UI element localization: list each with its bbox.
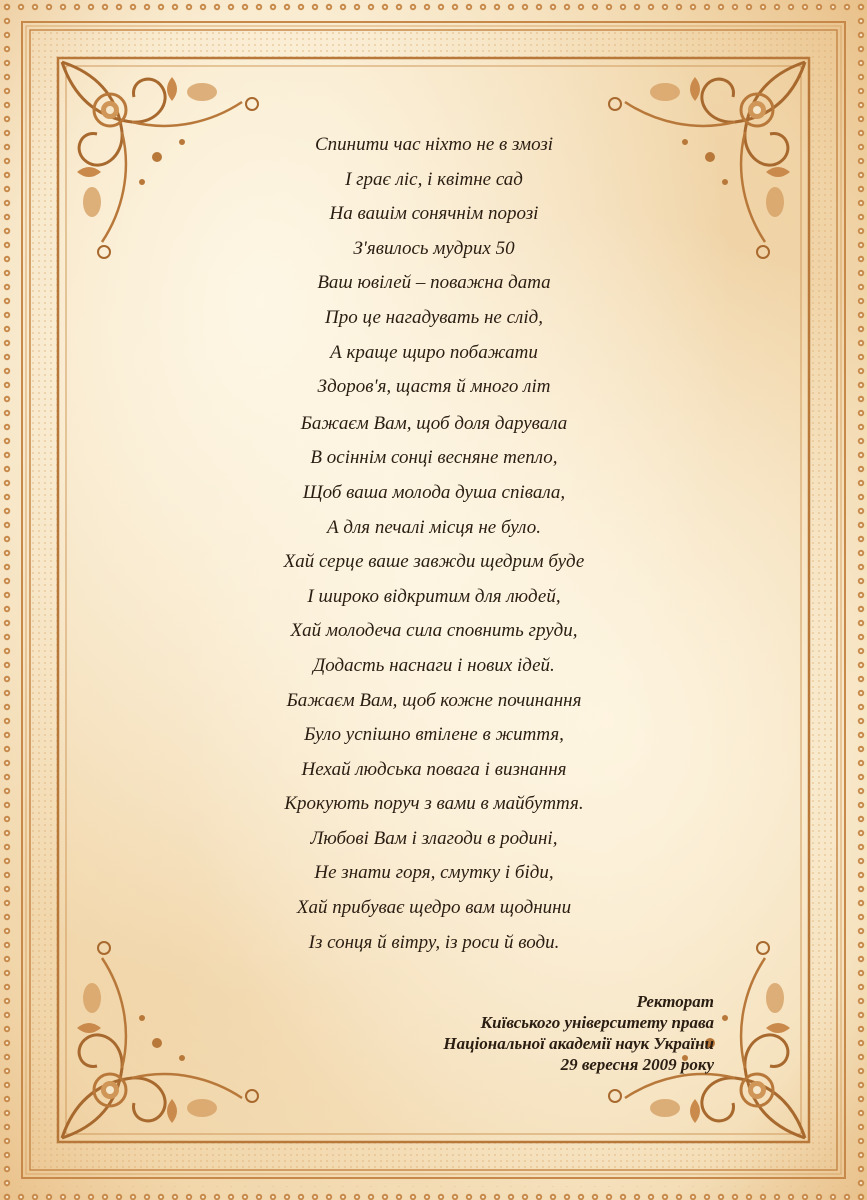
poem-line: Із сонця й вітру, із роси й води. [308, 931, 560, 953]
poem-line: Хай молодеча сила сповнить груди, [290, 620, 578, 642]
poem-line: На вашім сонячнім порозі [329, 203, 539, 225]
poem-line: З'явилось мудрих 50 [353, 237, 515, 259]
poem-line: Хай прибуває щедро вам щоднини [296, 897, 572, 919]
poem-line: Нехай людська повага і визнання [301, 758, 567, 780]
signature-line: Національної академії наук України [443, 1034, 714, 1053]
poem-line: Здоров'я, щастя й много літ [317, 376, 551, 398]
signature-line: Ректорат [636, 992, 714, 1011]
poem-line: Хай серце ваше завжди щедрим буде [283, 551, 585, 573]
poem-line: Не знати горя, смутку і біди, [314, 862, 554, 884]
poem-line: Любові Вам і злагоди в родині, [310, 827, 558, 849]
poem-line: Ваш ювілей – поважна дата [317, 272, 551, 294]
poem-line: Щоб ваша молода душа співала, [302, 481, 566, 503]
poem-line: Про це нагадувать не слід, [325, 306, 543, 328]
poem-line: В осіннім сонці весняне тепло, [310, 447, 558, 469]
signature-block [443, 991, 714, 1075]
signature-date: 29 вересня 2009 року [560, 1055, 714, 1074]
signature-line: Київського університету права [480, 1013, 714, 1032]
poem-line: Спинити час ніхто не в змозі [314, 134, 554, 155]
poem-line: Крокують поруч з вами в майбуття. [284, 793, 584, 815]
poem-line: Бажаєм Вам, щоб кожне починання [286, 689, 582, 711]
poem-line: І грає ліс, і квітне сад [345, 168, 523, 190]
poem-line: Додасть наснаги і нових ідей. [313, 654, 555, 676]
poem-line: А краще щиро побажати [330, 341, 538, 363]
poem-line: Було успішно втілене в життя, [304, 724, 564, 746]
poem [160, 128, 708, 960]
poem-line: І широко відкритим для людей, [307, 585, 561, 607]
poem-line: Бажаєм Вам, щоб доля дарувала [300, 412, 568, 434]
poem-line: А для печалі місця не було. [327, 516, 541, 538]
